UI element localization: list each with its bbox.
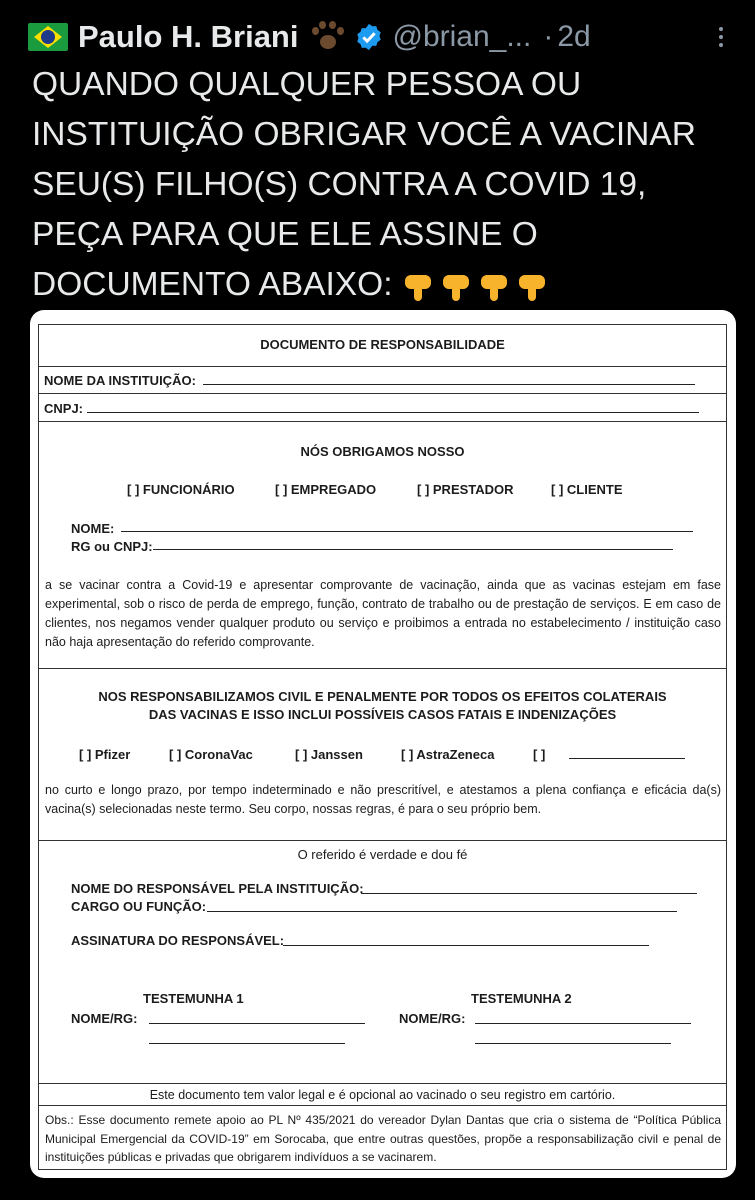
- other-vaccine-line: [569, 758, 685, 759]
- point-down-hand-icon: [401, 269, 435, 303]
- signature-label: ASSINATURA DO RESPONSÁVEL:: [71, 933, 285, 948]
- post-time[interactable]: 2d: [557, 20, 591, 53]
- vaccine-checkbox: [ ] Pfizer: [79, 747, 131, 762]
- cnpj-row: [39, 394, 726, 422]
- role-checkbox: [ ] CLIENTE: [551, 482, 623, 497]
- witness-2-name-label: NOME/RG:: [399, 1011, 466, 1026]
- legal-note: Este documento tem valor legal e é opcional ao vacinado o seu registro em cartório.: [149, 1088, 616, 1102]
- signature-section: [39, 841, 726, 1084]
- witness-1-name-label: NOME/RG:: [71, 1011, 138, 1026]
- signature-line: [283, 945, 649, 946]
- vaccine-checkbox: [ ] AstraZeneca: [401, 747, 495, 762]
- author-name[interactable]: Paulo H. Briani: [78, 19, 299, 54]
- position-label: CARGO OU FUNÇÃO:: [71, 899, 207, 914]
- responsibility-line-1: NOS RESPONSABILIZAMOS CIVIL E PENALMENTE POR TODOS OS EFEITOS COLATERAIS: [98, 689, 667, 704]
- cnpj-line: [87, 412, 699, 413]
- institution-row: [39, 367, 726, 394]
- vaccine-checkbox: [ ]: [533, 747, 546, 762]
- legal-note-row: [39, 1084, 726, 1106]
- obs-note: Obs.: Esse documento remete apoio ao PL Nº 435/2021 do vereador Dylan Dantas que cria o sistema de “Política Pública Municipal Emergencial da COVID-19” em Sorocaba, que entre outras questões, propõe a responsabilização civil e penal de instituições públicas e privadas que obrigarem indivíduos a se vacinarem.: [45, 1113, 721, 1164]
- rg-label: RG ou CNPJ:: [71, 539, 153, 554]
- point-down-hand-icon: [477, 269, 511, 303]
- obligation-section: [39, 422, 726, 669]
- responsible-name-line: [361, 893, 697, 894]
- author-handle[interactable]: @brian_...: [392, 20, 532, 53]
- witness-1-line: [149, 1023, 365, 1024]
- position-line: [207, 911, 677, 912]
- doc-title: DOCUMENTO DE RESPONSABILIDADE: [260, 337, 505, 352]
- brazil-flag-icon: [28, 23, 68, 51]
- witness-1-label: TESTEMUNHA 1: [143, 991, 244, 1006]
- responsibility-section: [39, 669, 726, 841]
- name-label: NOME:: [71, 521, 115, 536]
- post-header: [28, 14, 738, 60]
- verified-badge-icon: [354, 22, 384, 52]
- more-options-icon[interactable]: [718, 27, 724, 47]
- witness-2-label: TESTEMUNHA 2: [471, 991, 572, 1006]
- oath-text: O referido é verdade e dou fé: [297, 847, 468, 862]
- witness-1-line-2: [149, 1043, 345, 1044]
- post-text: [32, 60, 742, 310]
- vaccine-checkbox: [ ] Janssen: [295, 747, 363, 762]
- point-down-hand-icon: [439, 269, 473, 303]
- post-text-line: SEU(S) FILHO(S) CONTRA A COVID 19,: [32, 166, 647, 203]
- responsibility-document: [38, 324, 727, 1170]
- role-checkbox: [ ] FUNCIONÁRIO: [127, 482, 235, 497]
- responsible-name-label: NOME DO RESPONSÁVEL PELA INSTITUIÇÃO:: [71, 881, 364, 896]
- post-text-line: PEÇA PARA QUE ELE ASSINE O: [32, 216, 538, 253]
- cnpj-label: CNPJ:: [44, 401, 84, 416]
- point-down-hand-icon: [515, 269, 549, 303]
- doc-title-row: [39, 325, 726, 367]
- witness-2-line-2: [475, 1043, 671, 1044]
- attached-image[interactable]: [30, 310, 736, 1178]
- post-text-line: DOCUMENTO ABAIXO:: [32, 260, 742, 310]
- paw-icon: [308, 19, 348, 55]
- role-checkbox: [ ] EMPREGADO: [275, 482, 377, 497]
- vaccine-checkbox: [ ] CoronaVac: [169, 747, 253, 762]
- witness-2-line: [475, 1023, 691, 1024]
- point-down-emoji-group: [401, 269, 549, 303]
- rg-line: [153, 549, 673, 550]
- obligation-heading: NÓS OBRIGAMOS NOSSO: [300, 444, 465, 459]
- role-checkbox: [ ] PRESTADOR: [417, 482, 514, 497]
- separator-dot: ·: [543, 20, 554, 53]
- institution-label: NOME DA INSTITUIÇÃO:: [44, 373, 196, 388]
- post-text-line: QUANDO QUALQUER PESSOA OU: [32, 66, 582, 103]
- institution-line: [203, 384, 695, 385]
- name-line: [121, 531, 693, 532]
- post-text-line: INSTITUIÇÃO OBRIGAR VOCÊ A VACINAR: [32, 116, 696, 153]
- obligation-paragraph: a se vacinar contra a Covid-19 e apresentar comprovante de vacinação, ainda que as vacinas estejam em fase experimental, sob o risco de perda de emprego, função, contrato de trabalho ou de prestação de serviços. E em caso de clientes, nos negamos vender qualquer produto ou serviço e proibimos a entrada no estabelecimento / instituição caso não haja apresentação do referido comprovante.: [45, 578, 721, 649]
- responsibility-line-2: DAS VACINAS E ISSO INCLUI POSSÍVEIS CASOS FATAIS E INDENIZAÇÕES: [148, 707, 617, 722]
- responsibility-paragraph: no curto e longo prazo, por tempo indeterminado e não prescritível, e atestamos a plena confiança e eficácia da(s) vacina(s) selecionadas neste termo. Seu corpo, nossas regras, é para o seu próprio bem.: [45, 783, 721, 816]
